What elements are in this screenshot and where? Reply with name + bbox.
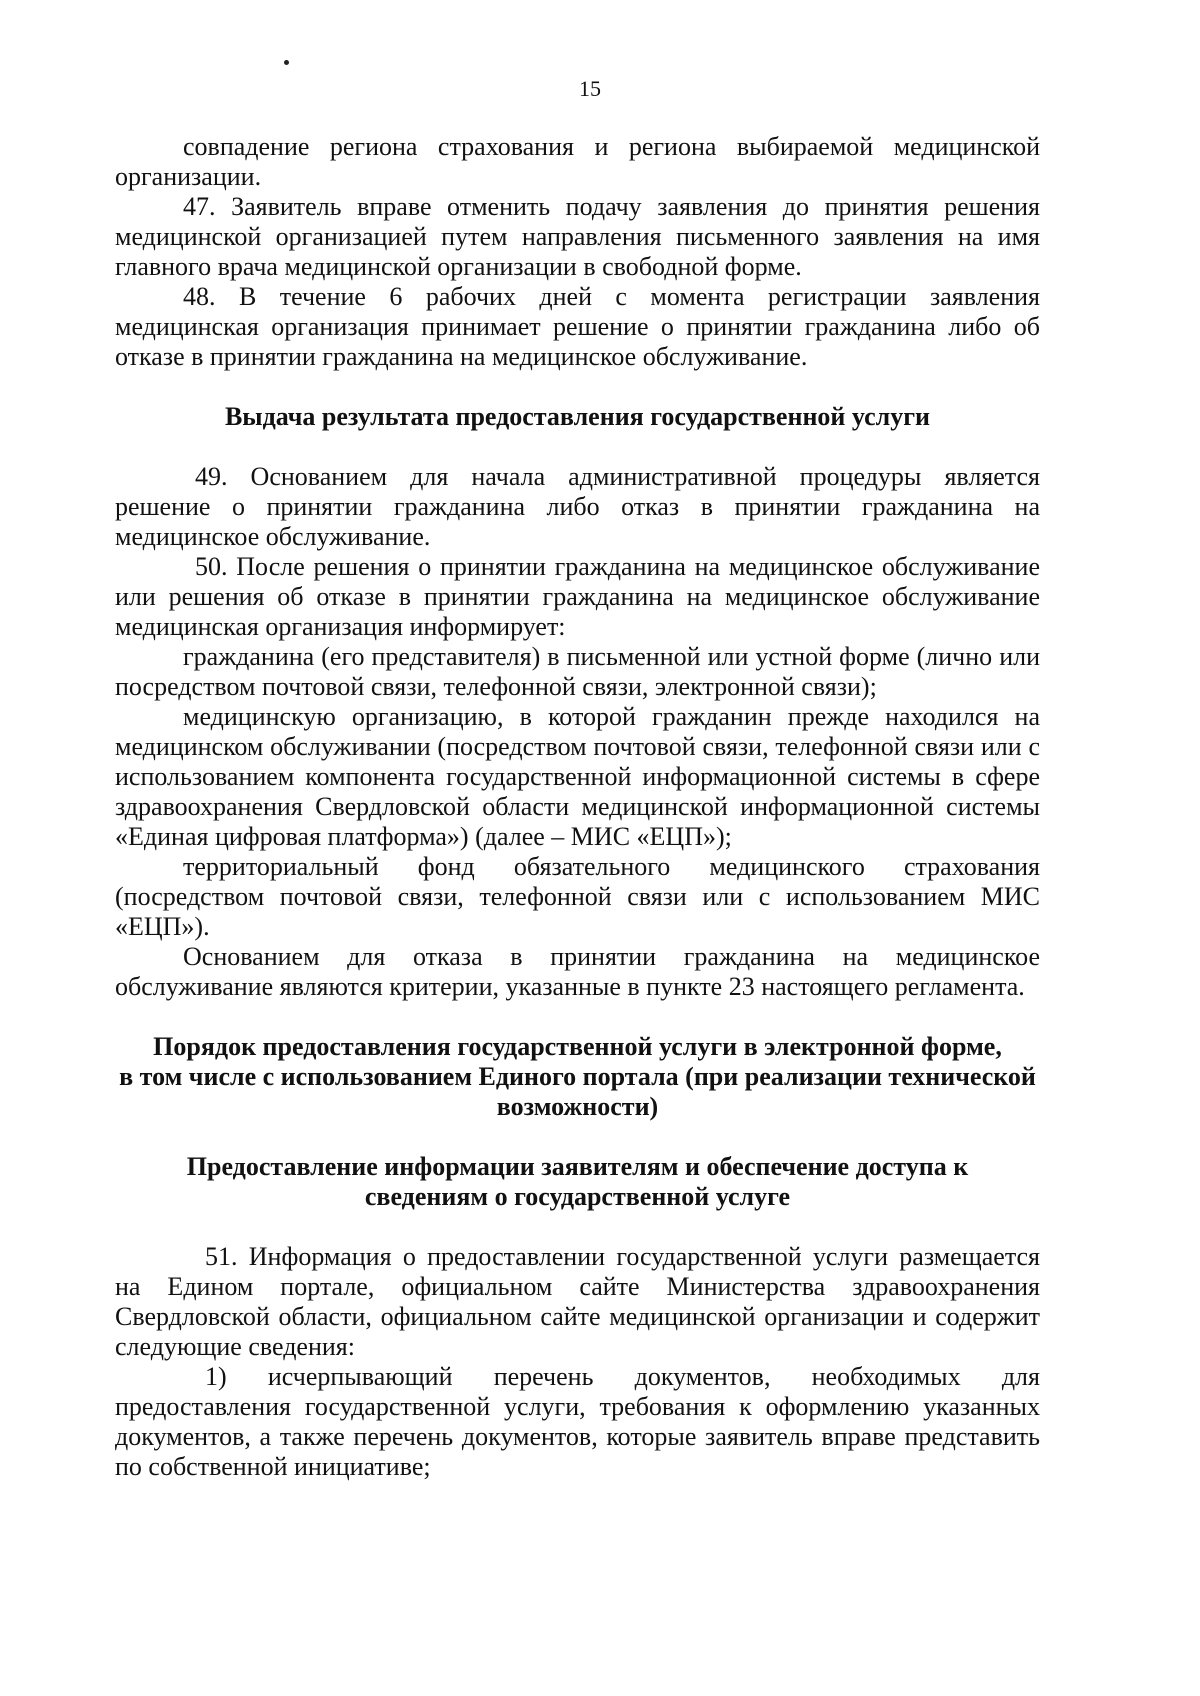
section-heading-line: в том числе с использованием Единого портала (при реализации технической [119, 1062, 1036, 1091]
paragraph-line: 48. В течение 6 рабочих дней с момента регистрации заявления [183, 282, 1040, 311]
page-number: 15 [579, 76, 601, 101]
paragraph-line: гражданина (его представителя) в письменной или устной форме (лично или [183, 642, 1040, 671]
paragraph-line: (посредством почтовой связи, телефонной связи или с использованием МИС [115, 882, 1040, 911]
paragraph-line: здравоохранения Свердловской области медицинской информационной системы [115, 792, 1040, 821]
paragraph-line: 1) исчерпывающий перечень документов, необходимых для [205, 1362, 1040, 1391]
section-heading-line: сведениям о государственной услуге [364, 1182, 791, 1211]
paragraph-line: по собственной инициативе; [115, 1452, 431, 1481]
section-heading-line: Порядок предоставления государственной услуги в электронной форме, [153, 1032, 1002, 1061]
paragraph-line: 50. После решения о принятии гражданина на медицинское обслуживание [195, 552, 1040, 581]
paragraph-line: организации. [115, 162, 262, 191]
section-heading-line: Выдача результата предоставления государственной услуги [224, 402, 931, 431]
paragraph-line: Свердловской области, официальном сайте медицинской организации и содержит [115, 1302, 1040, 1331]
paragraph-line: посредством почтовой связи, телефонной связи, электронной связи); [115, 672, 877, 701]
paragraph-line: предоставления государственной услуги, требования к оформлению указанных [115, 1392, 1040, 1421]
paragraph-line: медицинское обслуживание. [115, 522, 431, 551]
section-heading-line: возможности) [496, 1092, 659, 1121]
paragraph-line: медицинскую организацию, в которой гражданин прежде находился на [183, 702, 1040, 731]
paragraph-line: медицинской организацией путем направления письменного заявления на имя [115, 222, 1040, 251]
paragraph-line: Основанием для отказа в принятии гражданина на медицинское [183, 942, 1040, 971]
paragraph-line: «Единая цифровая платформа») (далее – МИС «ЕЦП»); [115, 822, 732, 851]
paragraph-line: на Едином портале, официальном сайте Министерства здравоохранения [115, 1272, 1040, 1301]
paragraph-line: или решения об отказе в принятии гражданина на медицинское обслуживание [115, 582, 1040, 611]
paragraph-line: главного врача медицинской организации в свободной форме. [115, 252, 802, 281]
paragraph-line: 47. Заявитель вправе отменить подачу заявления до принятия решения [183, 192, 1040, 221]
paragraph-line: 49. Основанием для начала административной процедуры является [195, 462, 1040, 491]
paragraph-line: медицинском обслуживании (посредством почтовой связи, телефонной связи или с [115, 732, 1040, 761]
paragraph-line: следующие сведения: [115, 1332, 355, 1361]
paragraph-line: использованием компонента государственной информационной системы в сфере [115, 762, 1040, 791]
paragraph-line: территориальный фонд обязательного медицинского страхования [183, 852, 1040, 881]
paragraph-line: «ЕЦП»). [115, 912, 210, 941]
paragraph-line: отказе в принятии гражданина на медицинское обслуживание. [115, 342, 808, 371]
paragraph-line: документов, а также перечень документов, которые заявитель вправе представить [115, 1422, 1040, 1451]
paragraph-line: обслуживание являются критерии, указанные в пункте 23 настоящего регламента. [115, 972, 1025, 1001]
paragraph-line: медицинская организация принимает решение о принятии гражданина либо об [115, 312, 1040, 341]
paragraph-line: совпадение региона страхования и региона выбираемой медицинской [183, 132, 1040, 161]
scan-dot [284, 60, 289, 65]
paragraph-line: медицинская организация информирует: [115, 612, 566, 641]
paragraph-line: 51. Информация о предоставлении государственной услуги размещается [205, 1242, 1040, 1271]
paragraph-line: решение о принятии гражданина либо отказ в принятии гражданина на [115, 492, 1040, 521]
section-heading-line: Предоставление информации заявителям и обеспечение доступа к [186, 1152, 969, 1181]
